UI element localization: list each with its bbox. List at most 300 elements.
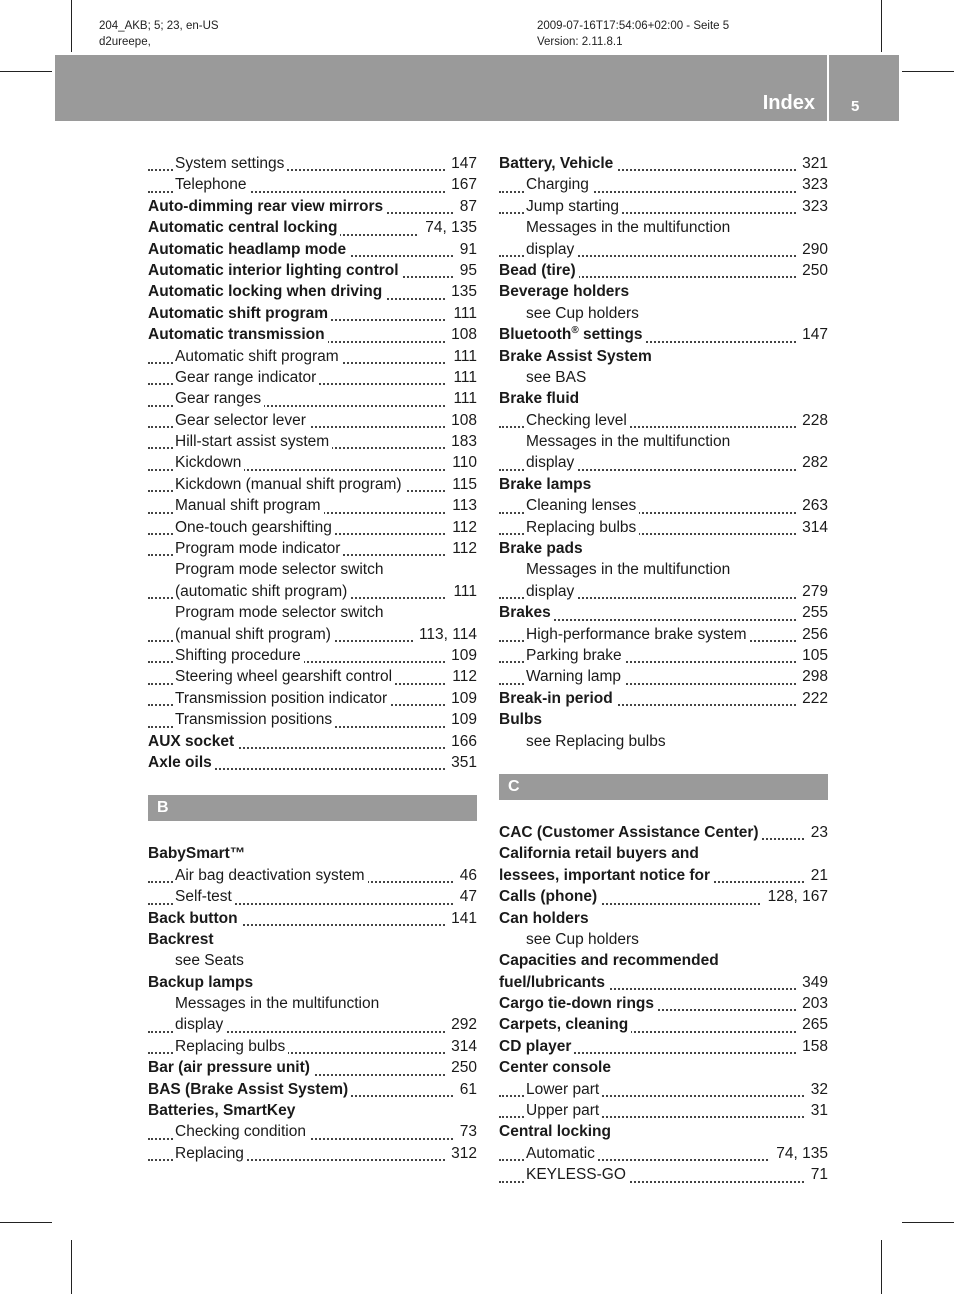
page-reference: 250 xyxy=(445,1057,477,1078)
entry-text: Checking level xyxy=(526,411,627,429)
entry-text: Warning lamp xyxy=(526,668,622,686)
entry-term xyxy=(175,867,368,884)
entry-text: display xyxy=(526,454,575,472)
page-number: 5 xyxy=(851,98,860,115)
page-reference: 71 xyxy=(805,1164,828,1185)
entry-text: One-touch gearshifting xyxy=(175,518,332,536)
entry-text: Telephone xyxy=(175,176,247,194)
entry-term xyxy=(175,176,250,193)
index-subentry xyxy=(148,709,477,730)
entry-text: Bead (tire) xyxy=(499,261,576,279)
entry-text: Brake lamps xyxy=(499,475,592,493)
entry-term xyxy=(526,1145,598,1162)
index-entry xyxy=(499,1036,828,1057)
index-entry xyxy=(499,972,828,993)
section-spacer xyxy=(499,800,828,822)
page-reference: 147 xyxy=(796,324,828,345)
entry-term xyxy=(175,604,386,621)
crop-mark xyxy=(902,71,954,72)
page-reference: 109 xyxy=(445,709,477,730)
entry-term xyxy=(148,241,349,258)
page-reference: 265 xyxy=(796,1014,828,1035)
entry-text: Program mode selector switch xyxy=(175,561,384,579)
index-subentry xyxy=(148,474,477,495)
entry-term xyxy=(175,995,382,1012)
entry-text: Automatic shift program xyxy=(148,304,328,322)
entry-text: Replacing bulbs xyxy=(175,1037,286,1055)
entry-term xyxy=(526,305,642,322)
entry-text: System settings xyxy=(175,155,285,172)
entry-text: Brakes xyxy=(499,604,551,622)
entry-term xyxy=(499,476,594,493)
page-reference: 112 xyxy=(446,517,477,538)
index-subentry xyxy=(148,688,477,709)
page-reference: 113, 114 xyxy=(413,624,477,645)
entry-text: Automatic interior lighting control xyxy=(148,261,399,279)
entry-term xyxy=(526,412,630,429)
index-entry xyxy=(499,865,828,886)
index-entry xyxy=(499,886,828,907)
entry-term xyxy=(499,326,645,343)
entry-term xyxy=(175,1016,226,1033)
page-reference: 349 xyxy=(796,972,828,993)
index-entry xyxy=(148,752,477,773)
page-reference: 46 xyxy=(454,865,477,886)
entry-text: Shifting procedure xyxy=(175,646,301,664)
index-entry xyxy=(499,1121,828,1142)
entry-term xyxy=(499,1038,574,1055)
entry-text: Bulbs xyxy=(499,711,543,729)
index-entry xyxy=(148,196,477,217)
entry-text: Backrest xyxy=(148,930,214,948)
entry-text-continued: settings xyxy=(578,326,643,344)
index-subentry xyxy=(499,303,828,324)
entry-text: Calls (phone) xyxy=(499,888,598,906)
entry-term xyxy=(148,326,328,343)
index-entry xyxy=(148,972,477,993)
entry-term xyxy=(175,540,343,557)
page-reference: 73 xyxy=(454,1121,477,1142)
entry-term xyxy=(175,454,244,471)
entry-term xyxy=(499,867,713,884)
entry-text: Automatic shift program xyxy=(175,347,339,365)
entry-term xyxy=(499,974,608,991)
entry-term xyxy=(148,1102,298,1119)
index-subentry xyxy=(148,174,477,195)
page-reference: 112 xyxy=(446,666,477,687)
entry-text: Gear selector lever xyxy=(175,411,306,429)
page-reference: 87 xyxy=(454,196,477,217)
index-subentry xyxy=(499,929,828,950)
crop-mark xyxy=(71,0,72,52)
entry-term xyxy=(526,931,642,948)
index-subentry xyxy=(499,559,828,580)
entry-term xyxy=(175,497,324,514)
index-entry xyxy=(499,822,828,843)
index-entry xyxy=(499,324,828,345)
entry-text: Brake Assist System xyxy=(499,347,652,365)
index-entry xyxy=(148,239,477,260)
entry-text: Central locking xyxy=(499,1123,611,1141)
entry-term xyxy=(526,519,639,536)
meta-job: 204_AKB; 5; 23, en-US xyxy=(99,20,219,32)
entry-text: CD player xyxy=(499,1037,572,1055)
entry-term xyxy=(526,1081,602,1098)
index-subentry xyxy=(499,666,828,687)
entry-term xyxy=(175,476,405,493)
page-title: Index xyxy=(762,92,815,114)
page-reference: 263 xyxy=(796,495,828,516)
entry-text: CAC (Customer Assistance Center) xyxy=(499,823,759,841)
crop-mark xyxy=(881,1240,882,1294)
entry-term xyxy=(175,433,332,450)
page-reference: 255 xyxy=(796,602,828,623)
page-reference: 91 xyxy=(454,239,477,260)
entry-term xyxy=(526,433,733,450)
index-entry xyxy=(499,908,828,929)
entry-text: Steering wheel gearshift control xyxy=(175,668,393,686)
entry-term xyxy=(526,647,625,664)
entry-term xyxy=(175,1038,288,1055)
entry-term xyxy=(148,974,256,991)
entry-term xyxy=(175,390,264,407)
entry-text: Brake fluid xyxy=(499,390,580,408)
page-reference: 108 xyxy=(445,410,477,431)
entry-text: display xyxy=(526,582,575,600)
index-entry xyxy=(148,1100,477,1121)
entry-term xyxy=(499,995,657,1012)
entry-text: display xyxy=(175,1016,224,1034)
index-entry xyxy=(148,929,477,950)
entry-text: Messages in the multifunction xyxy=(526,219,731,237)
page-reference: 290 xyxy=(796,239,828,260)
index-entry xyxy=(148,217,477,238)
index-subentry xyxy=(499,217,828,238)
index-subentry xyxy=(499,645,828,666)
entry-term xyxy=(148,733,237,750)
entry-text: Checking condition xyxy=(175,1123,306,1141)
entry-term xyxy=(499,711,545,728)
entry-text: Upper part xyxy=(526,1102,600,1120)
entry-term xyxy=(526,219,733,236)
page-reference: 323 xyxy=(796,196,828,217)
entry-term xyxy=(499,1016,631,1033)
page-reference: 115 xyxy=(446,474,477,495)
entry-term xyxy=(148,931,217,948)
index-entry xyxy=(148,731,477,752)
entry-term xyxy=(148,262,402,279)
entry-text: Battery, Vehicle xyxy=(499,155,614,172)
index-subentry xyxy=(148,645,477,666)
section-header: B xyxy=(148,795,477,821)
page-reference: 111 xyxy=(447,388,477,409)
entry-term xyxy=(175,626,334,643)
page-reference: 109 xyxy=(445,688,477,709)
entry-term xyxy=(175,561,386,578)
entry-text: Program mode selector switch xyxy=(175,604,384,622)
entry-text: Program mode indicator xyxy=(175,540,341,558)
entry-text: see BAS xyxy=(526,368,587,386)
entry-text: Transmission positions xyxy=(175,711,333,729)
index-subentry xyxy=(499,1164,828,1185)
entry-term xyxy=(499,390,582,407)
page-reference: 108 xyxy=(445,324,477,345)
index-entry xyxy=(499,993,828,1014)
page-reference: 21 xyxy=(805,865,828,886)
entry-term xyxy=(526,1102,602,1119)
index-subentry xyxy=(148,581,477,602)
page-reference: 113 xyxy=(446,495,477,516)
index-subentry xyxy=(148,1014,477,1035)
page-reference: 256 xyxy=(796,624,828,645)
page-reference: 279 xyxy=(796,581,828,602)
index-entry xyxy=(148,1079,477,1100)
index-subentry xyxy=(148,410,477,431)
index-subentry xyxy=(148,993,477,1014)
entry-term xyxy=(499,824,762,841)
entry-text: Manual shift program xyxy=(175,497,321,515)
page-reference: 292 xyxy=(445,1014,477,1035)
entry-text: Replacing bulbs xyxy=(526,518,637,536)
page-reference: 321 xyxy=(796,153,828,174)
entry-text: Can holders xyxy=(499,909,589,927)
entry-term xyxy=(499,348,655,365)
entry-text: Center console xyxy=(499,1059,611,1077)
entry-term xyxy=(175,668,395,685)
entry-term xyxy=(526,733,669,750)
meta-version: Version: 2.11.8.1 xyxy=(537,36,623,48)
index-subentry xyxy=(148,346,477,367)
index-subentry xyxy=(499,1100,828,1121)
index-subentry xyxy=(499,495,828,516)
entry-text: (automatic shift program) xyxy=(175,582,348,600)
entry-text: Beverage holders xyxy=(499,283,630,301)
page-reference: 183 xyxy=(445,431,477,452)
entry-term xyxy=(526,454,577,471)
entry-term xyxy=(499,283,632,300)
page-reference: 111 xyxy=(447,303,477,324)
index-entry xyxy=(499,260,828,281)
entry-text: Cargo tie-down rings xyxy=(499,995,654,1013)
entry-term xyxy=(148,845,248,862)
page-reference: 111 xyxy=(447,367,477,388)
page-reference: 147 xyxy=(445,153,477,174)
page-reference: 74, 135 xyxy=(419,217,477,238)
entry-term xyxy=(175,1145,247,1162)
entry-term xyxy=(175,519,335,536)
index-entry xyxy=(499,281,828,302)
entry-text: Automatic transmission xyxy=(148,326,325,344)
crop-mark xyxy=(881,0,882,52)
print-meta-right xyxy=(537,18,729,50)
entry-term xyxy=(148,1081,351,1098)
index-column-right xyxy=(499,153,828,1186)
entry-text: see Seats xyxy=(175,952,244,970)
page-reference: 312 xyxy=(445,1143,477,1164)
entry-text: Parking brake xyxy=(526,646,622,664)
entry-text: (manual shift program) xyxy=(175,625,331,643)
index-subentry xyxy=(499,1143,828,1164)
section-header: C xyxy=(499,774,828,800)
meta-timestamp: 2009-07-16T17:54:06+02:00 - Seite 5 xyxy=(537,20,730,32)
index-subentry xyxy=(148,602,477,623)
entry-term xyxy=(175,952,247,969)
index-subentry xyxy=(148,538,477,559)
entry-term xyxy=(499,952,722,969)
entry-text: Break-in period xyxy=(499,689,613,707)
entry-term xyxy=(526,626,750,643)
section-spacer xyxy=(148,773,477,795)
index-subentry xyxy=(148,666,477,687)
entry-term xyxy=(499,155,616,172)
entry-text: Bluetooth xyxy=(499,326,572,344)
index-subentry xyxy=(148,495,477,516)
entry-text: Automatic central locking xyxy=(148,219,338,237)
index-subentry xyxy=(148,865,477,886)
entry-term xyxy=(526,198,622,215)
page-reference: 222 xyxy=(796,688,828,709)
index-subentry xyxy=(148,886,477,907)
index-entry xyxy=(148,843,477,864)
crop-mark xyxy=(902,1222,954,1223)
entry-term xyxy=(175,369,319,386)
entry-text: lessees, important notice for xyxy=(499,866,711,884)
page-reference: 47 xyxy=(454,886,477,907)
page-reference: 111 xyxy=(447,346,477,367)
index-subentry xyxy=(499,367,828,388)
index-subentry xyxy=(499,174,828,195)
index-subentry xyxy=(148,1143,477,1164)
entry-text: Batteries, SmartKey xyxy=(148,1102,296,1120)
index-subentry xyxy=(499,581,828,602)
page-reference: 314 xyxy=(796,517,828,538)
crop-mark xyxy=(0,71,52,72)
entry-term xyxy=(499,540,586,557)
entry-term xyxy=(148,754,215,771)
entry-term xyxy=(526,369,589,386)
page-reference: 167 xyxy=(445,174,477,195)
page-reference: 314 xyxy=(445,1036,477,1057)
entry-term xyxy=(526,583,577,600)
page-reference: 74, 135 xyxy=(770,1143,828,1164)
entry-term xyxy=(175,888,235,905)
index-subentry xyxy=(499,517,828,538)
header-banner xyxy=(55,55,827,121)
entry-text: Axle oils xyxy=(148,753,212,771)
index-subentry xyxy=(499,1079,828,1100)
section-spacer xyxy=(499,752,828,774)
index-subentry xyxy=(148,1121,477,1142)
entry-term xyxy=(175,412,309,429)
page-reference: 109 xyxy=(445,645,477,666)
page-reference: 228 xyxy=(796,410,828,431)
page-reference: 158 xyxy=(796,1036,828,1057)
entry-text: KEYLESS-GO xyxy=(526,1166,626,1184)
index-entry xyxy=(148,1057,477,1078)
print-meta-left xyxy=(99,18,219,50)
index-entry xyxy=(148,908,477,929)
entry-term xyxy=(526,241,577,258)
entry-term xyxy=(148,305,331,322)
entry-term xyxy=(499,845,702,862)
index-subentry xyxy=(499,624,828,645)
page-reference: 31 xyxy=(805,1100,828,1121)
index-entry xyxy=(499,602,828,623)
entry-text: Bar (air pressure unit) xyxy=(148,1059,310,1077)
index-subentry xyxy=(148,517,477,538)
entry-text: California retail buyers and xyxy=(499,845,699,863)
entry-text: fuel/lubricants xyxy=(499,973,605,991)
page-reference: 111 xyxy=(447,581,477,602)
entry-text: Hill-start assist system xyxy=(175,433,330,451)
page-reference: 141 xyxy=(445,908,477,929)
entry-text: Messages in the multifunction xyxy=(526,561,731,579)
page-reference: 135 xyxy=(445,281,477,302)
meta-user: d2ureepe, xyxy=(99,36,151,48)
entry-text: Automatic locking when driving xyxy=(148,283,383,301)
entry-term xyxy=(175,690,390,707)
index-subentry xyxy=(499,410,828,431)
entry-text: Backup lamps xyxy=(148,973,254,991)
entry-term xyxy=(148,910,241,927)
entry-term xyxy=(526,561,733,578)
entry-text: Lower part xyxy=(526,1080,600,1098)
index-subentry xyxy=(148,559,477,580)
entry-text: Gear range indicator xyxy=(175,368,317,386)
page-reference: 95 xyxy=(454,260,477,281)
index-entry xyxy=(148,281,477,302)
entry-term xyxy=(175,348,342,365)
entry-term xyxy=(526,1166,629,1183)
crop-mark xyxy=(71,1240,72,1294)
page-reference: 351 xyxy=(445,752,477,773)
entry-term xyxy=(148,219,340,236)
entry-text: Replacing xyxy=(175,1144,244,1162)
page-reference: 323 xyxy=(796,174,828,195)
entry-text: Cleaning lenses xyxy=(526,497,637,515)
entry-text: Automatic headlamp mode xyxy=(148,240,347,258)
entry-text: see Cup holders xyxy=(526,930,639,948)
index-entry xyxy=(499,709,828,730)
entry-term xyxy=(175,711,335,728)
index-entry xyxy=(499,950,828,971)
entry-text: Brake pads xyxy=(499,540,583,558)
index-entry xyxy=(499,474,828,495)
index-subentry xyxy=(499,239,828,260)
entry-text: Jump starting xyxy=(526,197,620,215)
index-subentry xyxy=(148,367,477,388)
entry-term xyxy=(175,155,287,172)
entry-term xyxy=(148,283,385,300)
entry-term xyxy=(499,910,592,927)
index-subentry xyxy=(499,452,828,473)
entry-term xyxy=(175,583,350,600)
index-subentry xyxy=(148,431,477,452)
index-subentry xyxy=(499,431,828,452)
page-reference: 110 xyxy=(446,452,477,473)
index-entry xyxy=(499,688,828,709)
entry-text: Transmission position indicator xyxy=(175,689,388,707)
index-entry xyxy=(499,388,828,409)
entry-term xyxy=(499,1059,614,1076)
entry-text: see Cup holders xyxy=(526,304,639,322)
entry-term xyxy=(499,690,616,707)
entry-text: Messages in the multifunction xyxy=(175,995,380,1013)
entry-text: Carpets, cleaning xyxy=(499,1016,629,1034)
page-reference: 250 xyxy=(796,260,828,281)
entry-term xyxy=(499,604,554,621)
entry-text: Charging xyxy=(526,176,589,194)
